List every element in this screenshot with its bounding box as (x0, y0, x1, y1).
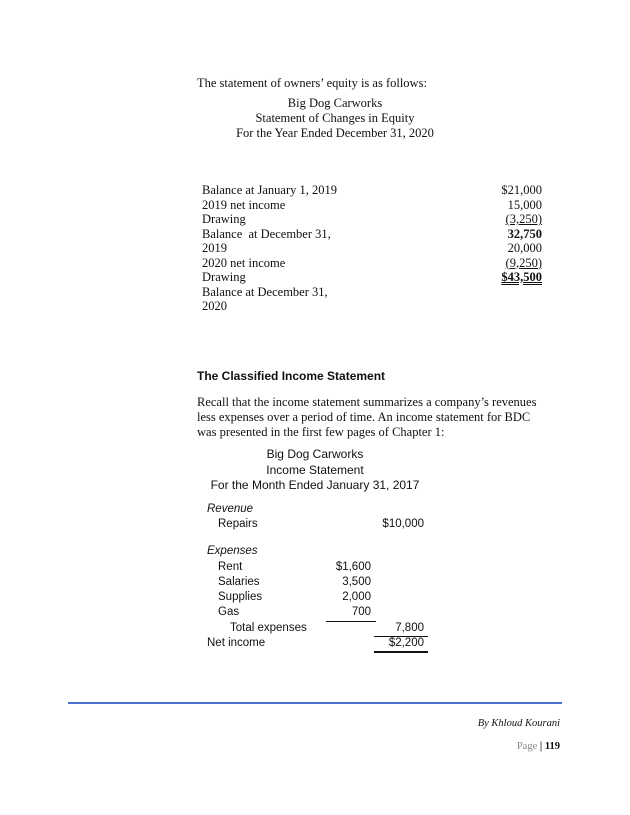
income-statement-header (200, 447, 430, 494)
expense-value: 2,000 (342, 591, 371, 603)
equity-values (470, 183, 542, 285)
equity-label: Balance at December 31, (202, 284, 328, 299)
author-credit: By Khloud Kourani (477, 718, 560, 729)
expense-value: $1,600 (335, 561, 371, 573)
equity-label: Balance at December 31, (202, 226, 331, 241)
repairs-label: Repairs (218, 518, 258, 530)
repairs-value: $10,000 (382, 518, 424, 530)
footer-rule (68, 702, 562, 704)
page-separator: | (539, 741, 543, 752)
equity-value: 32,750 (507, 226, 542, 241)
net-income-label: Net income (207, 637, 266, 649)
total-expenses-label: Total expenses (230, 622, 307, 634)
equity-labels (202, 183, 337, 314)
income-company-name: Big Dog Carworks (266, 447, 364, 461)
equity-company-name: Big Dog Carworks (287, 96, 383, 110)
equity-value: 20,000 (507, 241, 542, 255)
income-statement-title: Income Statement (266, 462, 364, 477)
expense-label: Salaries (218, 576, 260, 588)
equity-value: (3,250) (505, 212, 542, 226)
revenue-heading: Revenue (207, 503, 254, 515)
equity-statement-title: Statement of Changes in Equity (255, 111, 415, 125)
intro-text: The statement of owners’ equity is as follows: (197, 76, 427, 90)
equity-label: 2020 (202, 299, 227, 313)
equity-label: 2019 net income (202, 197, 286, 212)
paragraph: Recall that the income statement summarizes a company’s revenues less expenses over a period of time. An income statement for BDC was presented in the first few pages of Chapter 1: (197, 395, 537, 439)
net-income-value: $2,200 (388, 637, 424, 649)
equity-label: Drawing (202, 270, 246, 284)
page-number (517, 741, 560, 752)
net-income-underline (374, 651, 428, 653)
expense-value: 3,500 (342, 576, 371, 588)
expenses-underline (326, 621, 376, 622)
equity-value: $21,000 (501, 183, 542, 197)
equity-statement-period: For the Year Ended December 31, 2020 (236, 126, 434, 140)
equity-label: 2019 (202, 241, 227, 255)
page-number-value: 119 (544, 741, 560, 752)
expense-label: Gas (218, 606, 240, 618)
equity-value: (9,250) (505, 255, 542, 270)
equity-value: 15,000 (507, 197, 542, 212)
equity-label: Drawing (202, 212, 246, 226)
expense-value: 700 (351, 606, 371, 618)
equity-label: 2020 net income (202, 255, 286, 270)
expense-label: Supplies (218, 591, 263, 603)
income-statement-period: For the Month Ended January 31, 2017 (210, 478, 420, 492)
section-title: The Classified Income Statement (197, 369, 386, 383)
equity-statement-header (215, 96, 455, 141)
expenses-heading: Expenses (207, 545, 258, 557)
expense-label: Rent (218, 561, 243, 573)
total-expenses-value: 7,800 (395, 622, 424, 634)
equity-label: Balance at January 1, 2019 (202, 183, 338, 197)
page-label: Page (516, 741, 538, 752)
equity-value: $43,500 (501, 270, 542, 284)
